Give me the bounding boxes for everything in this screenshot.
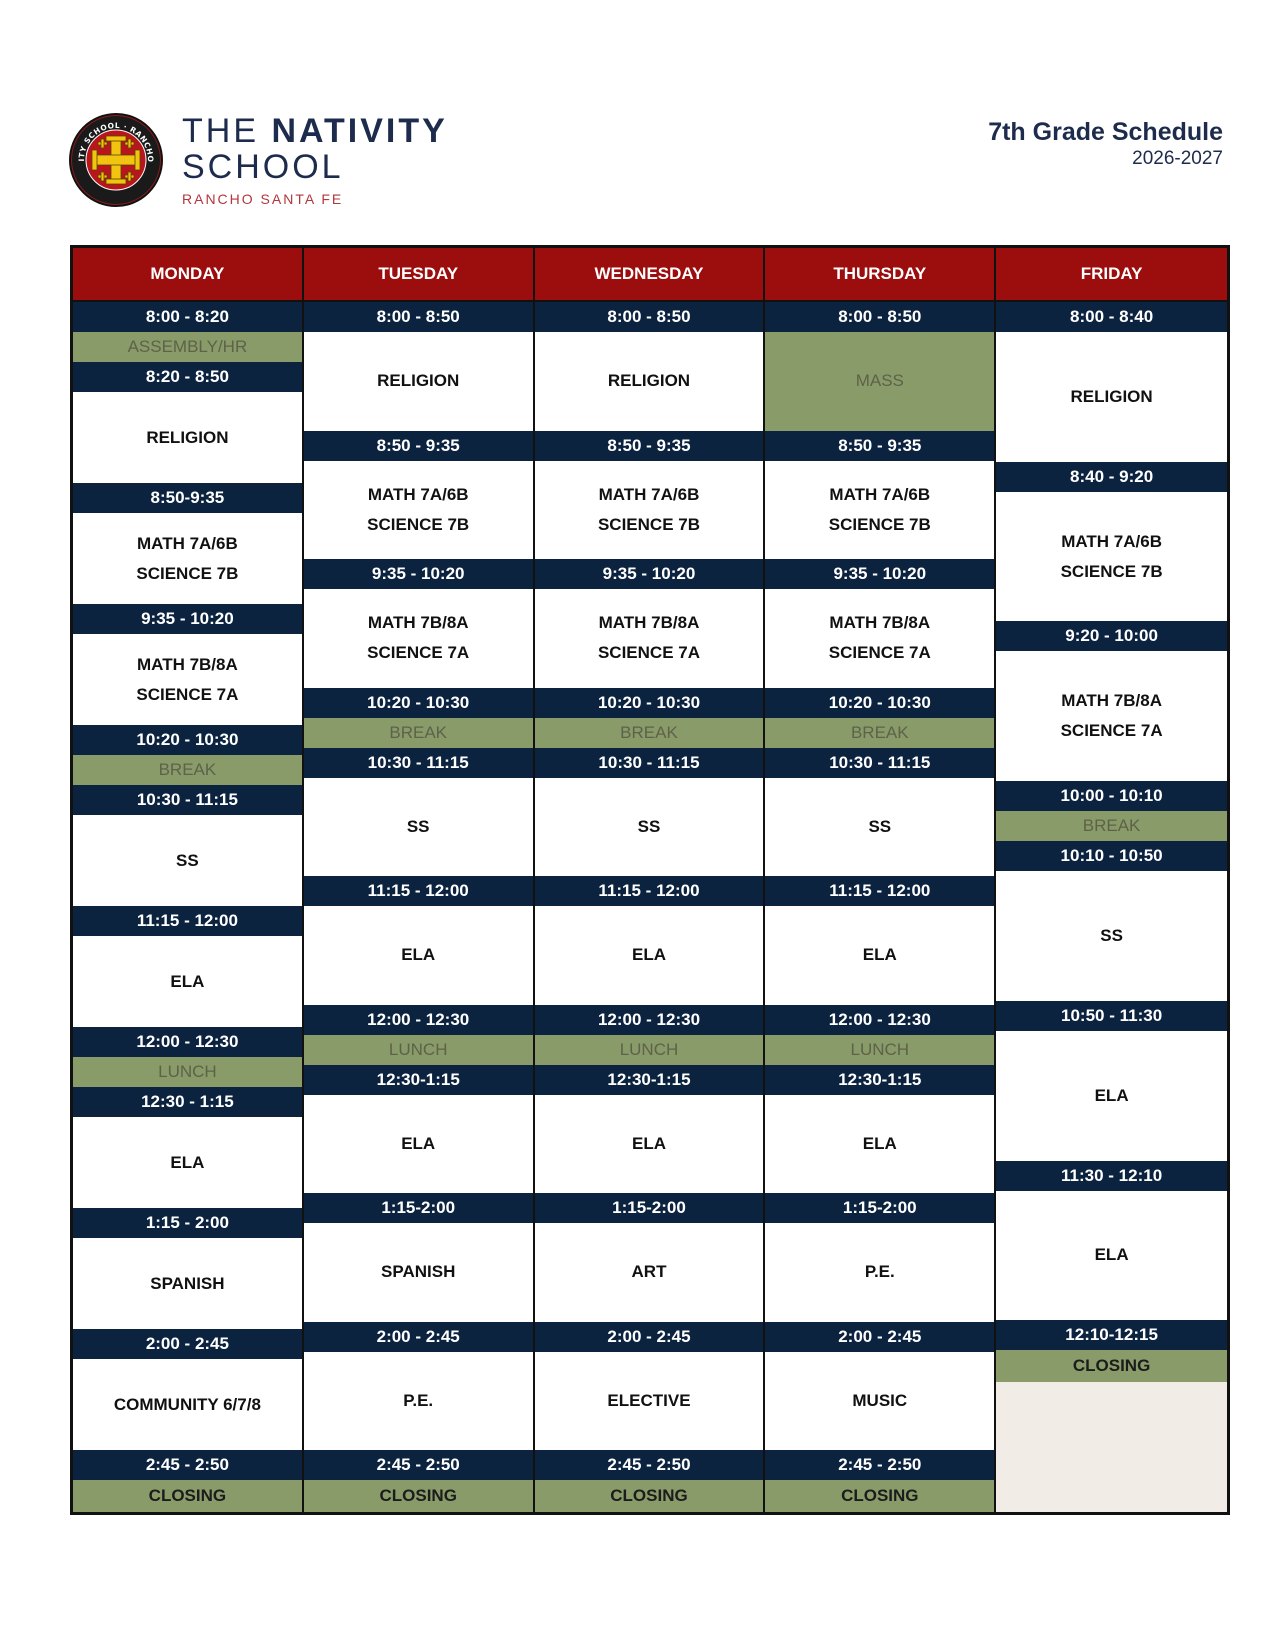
class-name: SCIENCE 7A [367, 643, 470, 663]
time-slot: 8:50-9:35 [73, 483, 302, 513]
class-name: SCIENCE 7B [828, 514, 931, 534]
special-period: MASS [765, 332, 994, 431]
class-name: ELA [862, 1133, 897, 1153]
time-slot: 10:30 - 11:15 [304, 748, 533, 778]
time-slot: 12:30-1:15 [765, 1065, 994, 1095]
time-slot: 2:00 - 2:45 [765, 1322, 994, 1352]
class-name: ELA [1094, 1245, 1129, 1265]
class-period [996, 651, 1227, 781]
time-slot: 10:20 - 10:30 [535, 688, 764, 718]
class-name: ELA [401, 945, 436, 965]
class-name: ELECTIVE [607, 1390, 691, 1410]
time-slot: 8:00 - 8:50 [304, 302, 533, 332]
closing-period: CLOSING [535, 1480, 764, 1512]
time-slot: 9:35 - 10:20 [765, 559, 994, 589]
time-slot: 12:10-12:15 [996, 1320, 1227, 1350]
class-name: SCIENCE 7A [828, 643, 931, 663]
class-period [304, 461, 533, 560]
class-name: SPANISH [381, 1262, 456, 1282]
time-slot: 2:00 - 2:45 [535, 1322, 764, 1352]
time-slot: 10:10 - 10:50 [996, 841, 1227, 871]
class-name: SS [1100, 926, 1123, 946]
class-name: ELA [170, 1152, 205, 1172]
class-period [996, 871, 1227, 1001]
class-name: SCIENCE 7A [1060, 721, 1163, 741]
class-period [535, 589, 764, 688]
time-slot: 11:15 - 12:00 [765, 876, 994, 906]
time-slot: 1:15-2:00 [535, 1193, 764, 1223]
school-wordmark [182, 113, 448, 207]
class-name: P.E. [864, 1262, 895, 1282]
time-slot: 2:00 - 2:45 [304, 1322, 533, 1352]
class-period [73, 1117, 302, 1208]
empty-area [996, 1382, 1227, 1512]
time-slot: 8:50 - 9:35 [535, 431, 764, 461]
class-name: RELIGION [1070, 386, 1153, 406]
class-name: MATH 7B/8A [829, 613, 931, 633]
time-slot: 9:20 - 10:00 [996, 621, 1227, 651]
class-period [304, 1095, 533, 1194]
class-name: MATH 7B/8A [137, 654, 238, 674]
class-period [535, 332, 764, 431]
time-slot: 11:15 - 12:00 [304, 876, 533, 906]
school-location: RANCHO SANTA FE [182, 191, 344, 207]
class-period [304, 1352, 533, 1451]
time-slot: 12:30 - 1:15 [73, 1087, 302, 1117]
document-title-block [988, 117, 1223, 171]
class-name: SS [637, 816, 661, 836]
time-slot: 12:00 - 12:30 [535, 1005, 764, 1035]
class-name: MATH 7A/6B [829, 484, 931, 504]
special-period: BREAK [535, 718, 764, 748]
special-period: BREAK [765, 718, 994, 748]
time-slot: 9:35 - 10:20 [73, 604, 302, 634]
school-name-line2: SCHOOL [182, 148, 344, 186]
time-slot: 12:00 - 12:30 [73, 1027, 302, 1057]
school-seal-logo [68, 112, 164, 208]
class-name: COMMUNITY 6/7/8 [113, 1394, 261, 1414]
time-slot: 1:15-2:00 [765, 1193, 994, 1223]
school-name-part2: NATIVITY [271, 112, 448, 150]
time-slot: 10:00 - 10:10 [996, 781, 1227, 811]
class-name: ELA [862, 945, 897, 965]
time-slot: 8:00 - 8:40 [996, 302, 1227, 332]
class-name: ELA [401, 1133, 436, 1153]
day-header: TUESDAY [304, 248, 533, 302]
class-period [73, 1238, 302, 1329]
time-slot: 8:40 - 9:20 [996, 462, 1227, 492]
time-slot: 1:15 - 2:00 [73, 1208, 302, 1238]
time-slot: 2:45 - 2:50 [304, 1450, 533, 1480]
special-period: BREAK [73, 755, 302, 785]
time-slot: 11:15 - 12:00 [73, 906, 302, 936]
special-period: LUNCH [535, 1035, 764, 1065]
class-period [535, 1095, 764, 1194]
class-period [996, 1031, 1227, 1161]
time-slot: 10:50 - 11:30 [996, 1001, 1227, 1031]
class-name: RELIGION [377, 371, 460, 391]
class-name: SS [406, 816, 430, 836]
day-column-monday [73, 248, 304, 1512]
class-period [765, 906, 994, 1005]
class-name: SCIENCE 7B [597, 514, 700, 534]
time-slot: 2:45 - 2:50 [535, 1450, 764, 1480]
document-title: 7th Grade Schedule [988, 118, 1223, 146]
class-period [765, 1352, 994, 1451]
class-name: RELIGION [607, 371, 691, 391]
class-name: MATH 7B/8A [367, 613, 469, 633]
class-name: SCIENCE 7B [367, 514, 470, 534]
time-slot: 8:20 - 8:50 [73, 362, 302, 392]
day-header: MONDAY [73, 248, 302, 302]
time-slot: 10:20 - 10:30 [73, 725, 302, 755]
day-header: THURSDAY [765, 248, 994, 302]
class-period [304, 589, 533, 688]
school-name-line1 [182, 113, 448, 149]
day-column-wednesday [535, 248, 766, 1512]
time-slot: 10:30 - 11:15 [535, 748, 764, 778]
class-name: P.E. [403, 1390, 434, 1410]
class-name: MATH 7A/6B [1061, 531, 1162, 551]
class-period [73, 513, 302, 604]
day-column-thursday [765, 248, 996, 1512]
closing-period: CLOSING [73, 1480, 302, 1512]
class-name: ELA [170, 971, 205, 991]
time-slot: 1:15-2:00 [304, 1193, 533, 1223]
time-slot: 10:20 - 10:30 [765, 688, 994, 718]
class-name: ELA [1094, 1085, 1129, 1105]
class-period [304, 1223, 533, 1322]
class-name: SCIENCE 7B [136, 563, 239, 583]
day-column-friday [996, 248, 1227, 1512]
special-period: BREAK [304, 718, 533, 748]
class-name: ELA [631, 1133, 666, 1153]
class-period [535, 1223, 764, 1322]
class-period [304, 778, 533, 877]
time-slot: 12:00 - 12:30 [304, 1005, 533, 1035]
class-period [765, 1223, 994, 1322]
class-period [765, 589, 994, 688]
day-column-tuesday [304, 248, 535, 1512]
class-period [304, 906, 533, 1005]
time-slot: 12:30-1:15 [535, 1065, 764, 1095]
class-period [73, 936, 302, 1027]
class-name: ELA [631, 945, 666, 965]
seal-text-top: ITY SCHOOL · RANCHO [76, 120, 156, 163]
time-slot: 12:00 - 12:30 [765, 1005, 994, 1035]
special-period: ASSEMBLY/HR [73, 332, 302, 362]
time-slot: 11:15 - 12:00 [535, 876, 764, 906]
time-slot: 8:00 - 8:50 [765, 302, 994, 332]
class-name: RELIGION [146, 427, 229, 447]
time-slot: 2:45 - 2:50 [765, 1450, 994, 1480]
class-period [73, 392, 302, 483]
class-name: SS [868, 816, 892, 836]
day-header: WEDNESDAY [535, 248, 764, 302]
time-slot: 10:30 - 11:15 [73, 785, 302, 815]
seal-icon [68, 112, 164, 208]
class-period [535, 1352, 764, 1451]
class-period [996, 1191, 1227, 1321]
school-name-part1: THE [182, 112, 259, 150]
time-slot: 8:50 - 9:35 [304, 431, 533, 461]
time-slot: 2:45 - 2:50 [73, 1450, 302, 1480]
class-period [996, 332, 1227, 462]
time-slot: 8:00 - 8:20 [73, 302, 302, 332]
time-slot: 10:30 - 11:15 [765, 748, 994, 778]
day-header: FRIDAY [996, 248, 1227, 302]
class-name: SCIENCE 7A [597, 643, 700, 663]
class-period [73, 815, 302, 906]
class-name: SPANISH [150, 1273, 225, 1293]
class-period [996, 492, 1227, 622]
time-slot: 12:30-1:15 [304, 1065, 533, 1095]
time-slot: 8:00 - 8:50 [535, 302, 764, 332]
class-period [73, 1359, 302, 1450]
class-name: MATH 7B/8A [598, 613, 700, 633]
class-name: MATH 7A/6B [598, 484, 700, 504]
class-name: SS [176, 850, 199, 870]
class-period [535, 906, 764, 1005]
time-slot: 9:35 - 10:20 [535, 559, 764, 589]
time-slot: 2:00 - 2:45 [73, 1329, 302, 1359]
class-name: SCIENCE 7B [1060, 561, 1163, 581]
class-period [535, 778, 764, 877]
weekly-schedule-table [70, 245, 1230, 1515]
closing-period: CLOSING [996, 1350, 1227, 1382]
class-name: MUSIC [852, 1390, 908, 1410]
school-year: 2026-2027 [1132, 148, 1223, 169]
class-name: MATH 7A/6B [137, 533, 238, 553]
closing-period: CLOSING [304, 1480, 533, 1512]
class-period [73, 634, 302, 725]
class-period [535, 461, 764, 560]
time-slot: 9:35 - 10:20 [304, 559, 533, 589]
class-period [304, 332, 533, 431]
special-period: LUNCH [304, 1035, 533, 1065]
special-period: LUNCH [765, 1035, 994, 1065]
class-period [765, 778, 994, 877]
class-period [765, 461, 994, 560]
class-name: SCIENCE 7A [136, 684, 239, 704]
closing-period: CLOSING [765, 1480, 994, 1512]
class-name: ART [631, 1262, 667, 1282]
time-slot: 10:20 - 10:30 [304, 688, 533, 718]
class-period [765, 1095, 994, 1194]
special-period: LUNCH [73, 1057, 302, 1087]
class-name: MATH 7A/6B [367, 484, 469, 504]
time-slot: 11:30 - 12:10 [996, 1161, 1227, 1191]
time-slot: 8:50 - 9:35 [765, 431, 994, 461]
class-name: MATH 7B/8A [1061, 691, 1162, 711]
special-period: BREAK [996, 811, 1227, 841]
